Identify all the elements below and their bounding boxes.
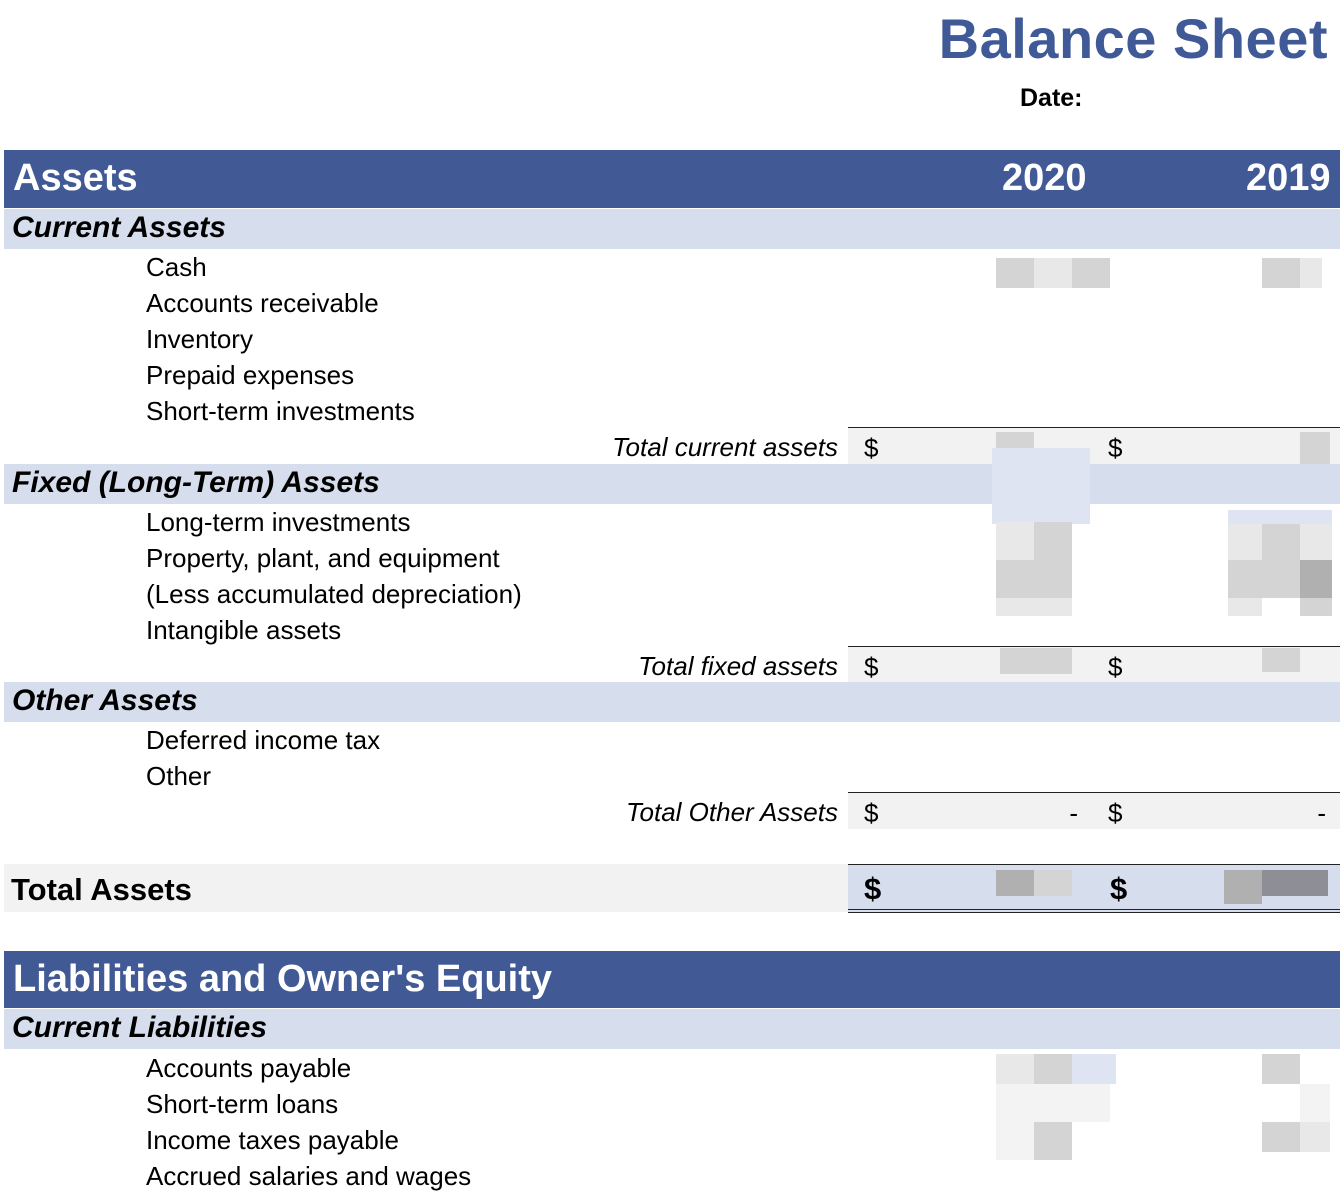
line-item: Income taxes payable <box>146 1125 399 1155</box>
total-assets-label: Total Assets <box>11 872 192 907</box>
total-other-assets-2019-cell <box>1084 792 1340 829</box>
redacted-value <box>996 870 1034 896</box>
currency-symbol: $ <box>864 433 879 463</box>
redacted-value <box>1000 648 1072 674</box>
line-item: Intangible assets <box>146 615 342 645</box>
line-item: Accounts payable <box>146 1053 352 1083</box>
redacted-value <box>1300 1122 1330 1152</box>
redacted-value <box>992 448 1090 524</box>
redacted-value <box>1300 524 1332 560</box>
fixed-assets-section <box>4 464 1340 504</box>
total-fixed-assets-label: Total fixed assets <box>638 651 838 681</box>
redacted-value <box>1300 1084 1330 1122</box>
redacted-value <box>1262 870 1328 896</box>
redacted-value <box>1262 1054 1300 1084</box>
currency-symbol: $ <box>864 871 882 906</box>
line-item: Accounts receivable <box>146 288 379 318</box>
assets-header <box>4 150 1340 208</box>
total-other-assets-2020-cell <box>848 792 1084 829</box>
redacted-value <box>1034 1054 1072 1084</box>
redacted-value <box>1300 432 1330 464</box>
redacted-value <box>1034 522 1072 560</box>
total-other-assets-label: Total Other Assets <box>626 797 838 827</box>
redacted-value <box>996 1054 1034 1084</box>
redacted-value <box>1228 560 1300 598</box>
line-item: (Less accumulated depreciation) <box>146 579 522 609</box>
current-assets-section <box>4 209 1340 249</box>
total-fixed-assets-2019-cell <box>1084 646 1340 683</box>
total-other-assets-2020-value: - <box>1069 798 1078 828</box>
redacted-value <box>996 258 1034 288</box>
liabilities-header <box>4 951 1340 1008</box>
redacted-value <box>1228 524 1262 560</box>
redacted-value <box>1224 870 1262 904</box>
line-item: Short-term investments <box>146 396 415 426</box>
redacted-value <box>1262 648 1300 672</box>
redacted-value <box>1034 1122 1072 1160</box>
current-assets-title: Current Assets <box>12 211 226 244</box>
line-item: Property, plant, and equipment <box>146 543 500 573</box>
currency-symbol: $ <box>1108 652 1123 682</box>
redacted-value <box>1262 524 1300 560</box>
other-assets-title: Other Assets <box>12 684 198 717</box>
redacted-value <box>1262 1122 1300 1152</box>
line-item: Other <box>146 761 212 791</box>
redacted-value <box>1300 598 1332 616</box>
currency-symbol: $ <box>1108 433 1123 463</box>
currency-symbol: $ <box>864 652 879 682</box>
other-assets-section <box>4 682 1340 722</box>
redacted-value <box>1034 560 1072 598</box>
redacted-value <box>1034 870 1072 896</box>
currency-symbol: $ <box>1110 871 1128 906</box>
redacted-value <box>1072 258 1110 288</box>
redacted-value <box>1300 258 1322 288</box>
line-item: Deferred income tax <box>146 725 381 755</box>
redacted-value <box>1228 510 1332 524</box>
current-liabilities-section <box>4 1009 1340 1049</box>
line-item: Accrued salaries and wages <box>146 1161 472 1191</box>
redacted-value <box>1228 598 1262 616</box>
redacted-value <box>1072 1054 1116 1084</box>
total-other-assets-2019-value: - <box>1317 798 1326 828</box>
redacted-value <box>1034 258 1072 288</box>
line-item: Short-term loans <box>146 1089 339 1119</box>
fixed-assets-title: Fixed (Long-Term) Assets <box>12 466 380 499</box>
total-current-assets-label: Total current assets <box>612 432 838 462</box>
line-item: Inventory <box>146 324 253 354</box>
date-label: Date: <box>1020 84 1083 112</box>
line-item: Long-term investments <box>146 507 411 537</box>
redacted-value <box>996 1084 1110 1122</box>
currency-symbol: $ <box>1108 798 1123 828</box>
redacted-value <box>996 1122 1034 1160</box>
year-2019-header: 2019 <box>1246 157 1331 199</box>
current-liabilities-title: Current Liabilities <box>12 1011 268 1044</box>
redacted-value <box>1262 258 1300 288</box>
redacted-value <box>996 598 1072 616</box>
redacted-value <box>996 522 1034 560</box>
assets-header-label: Assets <box>13 157 138 199</box>
redacted-value <box>996 560 1034 598</box>
year-2020-header: 2020 <box>1002 157 1087 199</box>
redacted-value <box>1300 560 1332 598</box>
line-item: Cash <box>146 252 207 282</box>
document-title: Balance Sheet <box>938 7 1328 70</box>
liabilities-header-label: Liabilities and Owner's Equity <box>13 958 553 1000</box>
currency-symbol: $ <box>864 798 879 828</box>
line-item: Prepaid expenses <box>146 360 355 390</box>
